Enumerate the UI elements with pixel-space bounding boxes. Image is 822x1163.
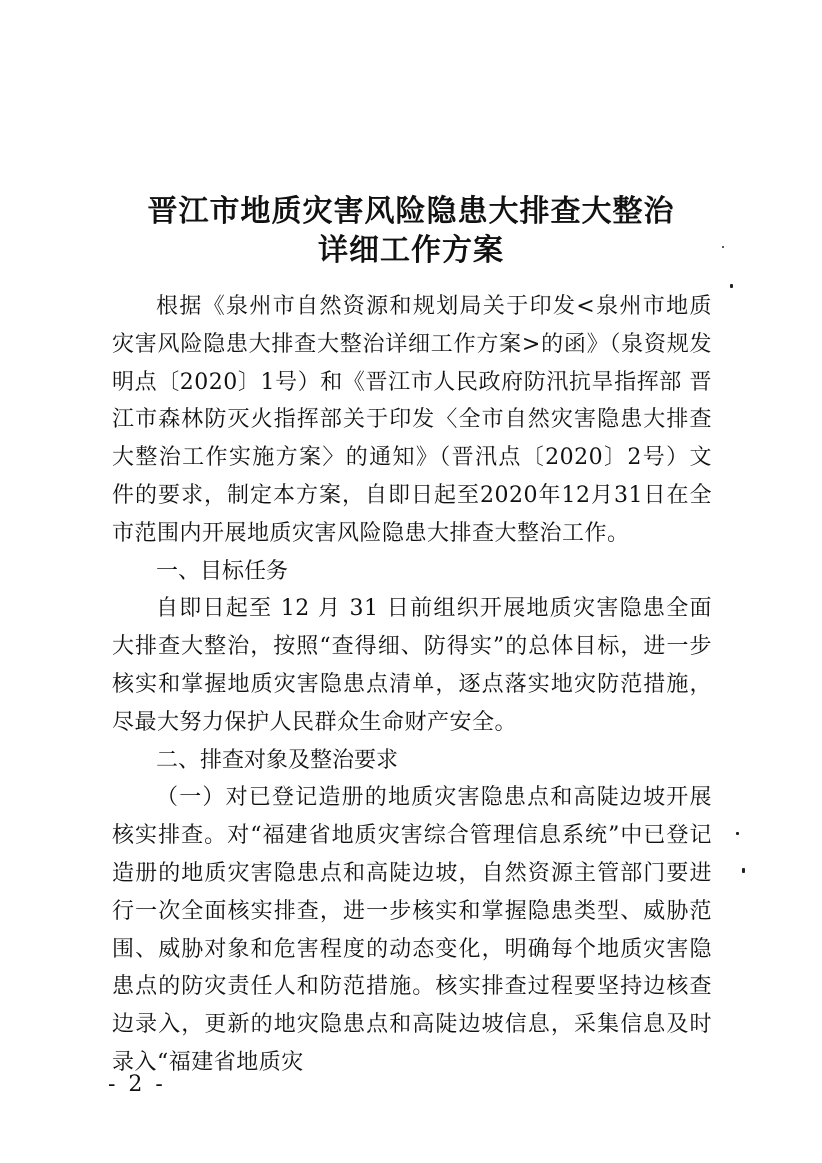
intro-paragraph: 根据《泉州市自然资源和规划局关于印发<泉州市地质灾害风险隐患大排查大整治详细工作方案>的函》（泉资规发明点〔2020〕1号）和《晋江市人民政府防汛抗旱指挥部 晋江市森林防灭火指挥部关于印发〈全市自然灾害隐患大排查大整治工作实施方案〉的通知》（晋汛点〔2020〕2号）文件的要求，制定本方案，自即日起至2020年12月31日在全市范围内开展地质灾害风险隐患大排查大整治工作。 [112, 294, 712, 546]
section-heading-targets: 二、排查对象及整治要求 [156, 747, 399, 773]
scan-speck [742, 868, 745, 873]
scan-speck [736, 832, 739, 835]
scan-speck [722, 246, 724, 248]
document-title-line1: 晋江市地质灾害风险隐患大排查大整治 [147, 194, 675, 229]
document-title-line2: 详细工作方案 [318, 233, 504, 268]
section-heading-goals: 一、目标任务 [156, 558, 289, 584]
page-number: - 2 - [108, 1072, 166, 1097]
targets-paragraph: （一）对已登记造册的地质灾害隐患点和高陡边坡开展核实排查。对“福建省地质灾害综合管理信息系统”中已登记造册的地质灾害隐患点和高陡边坡，自然资源主管部门要进行一次全面核实排查，进一步核实和掌握隐患类型、威胁范围、威胁对象和危害程度的动态变化，明确每个地质灾害隐患点的防灾责任人和防范措施。核实排查过程要坚持边核查边录入，更新的地灾隐患点和高陡边坡信息，采集信息及时录入“福建省地质灾 [112, 785, 712, 1075]
scan-speck [730, 284, 733, 288]
goals-paragraph: 自即日起至 12 月 31 日前组织开展地质灾害隐患全面大排查大整治，按照“查得细、防得实”的总体目标，进一步核实和掌握地质灾害隐患点清单，逐点落实地灾防范措施，尽最大努力保护人民群众生命财产安全。 [112, 596, 712, 735]
document-body [112, 288, 712, 1082]
